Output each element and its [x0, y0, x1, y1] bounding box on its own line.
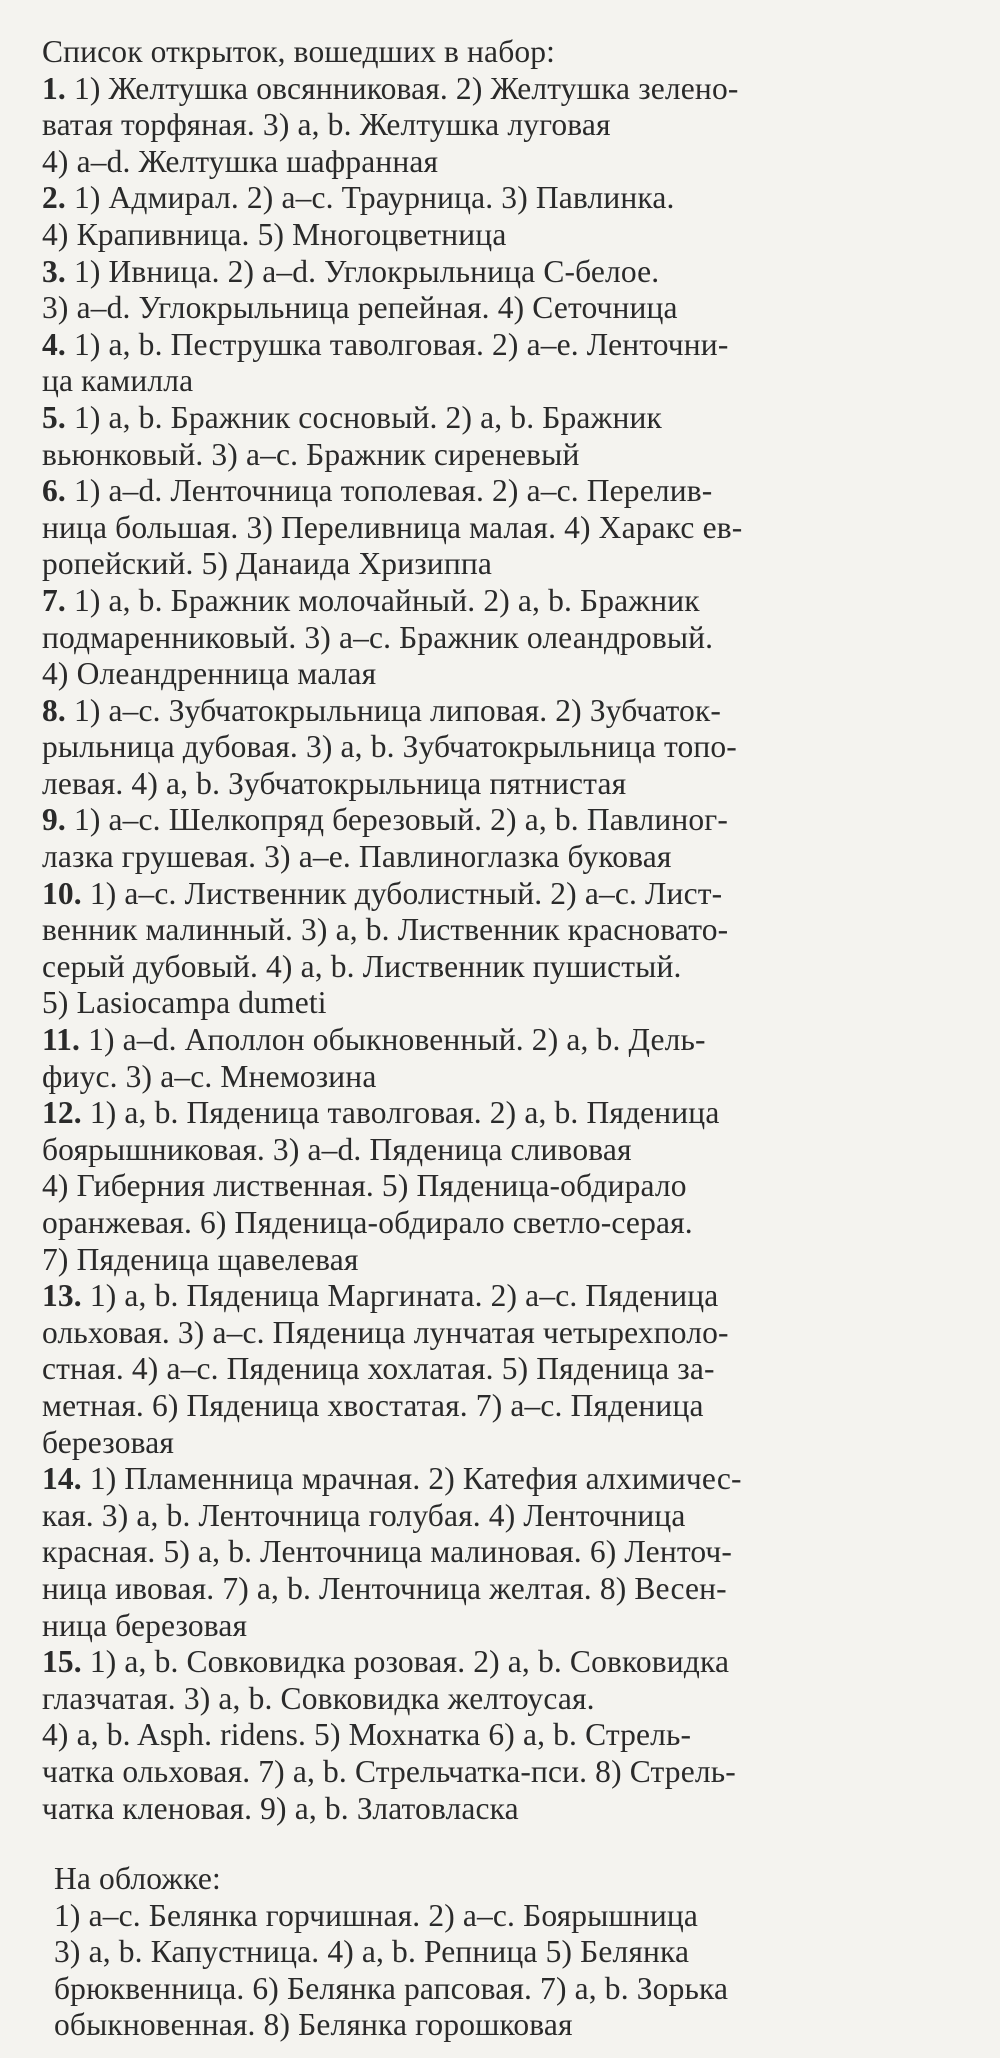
list-line [42, 1022, 970, 1059]
list-line [42, 656, 970, 693]
entry-number: 3. [42, 253, 66, 289]
entry-text: 1) Адмирал. 2) a–c. Траурница. 3) Павлинка. [73, 180, 675, 216]
postcard-list [42, 71, 970, 1828]
entry-text: 1) a, b. Пеструшка таволговая. 2) a–e. Ленточни- [73, 326, 729, 362]
entry-text: фиус. 3) a–c. Мнемозина [42, 1058, 377, 1094]
entry-text: ница ивовая. 7) a, b. Ленточница желтая. 8) Весен- [42, 1570, 727, 1606]
list-line [42, 290, 970, 327]
cover-list [54, 1898, 970, 2044]
entry-number: 10. [42, 875, 82, 911]
entry-text: 1) a, b. Бражник сосновый. 2) a, b. Бражник [73, 399, 662, 435]
entry-text: 1) Пламенница мрачная. 2) Катефия алхимичес- [89, 1461, 742, 1497]
entry-number: 4. [42, 326, 66, 362]
entry-text: 1) a–c. Шелкопряд березовый. 2) a, b. Павлиног- [73, 802, 728, 838]
cover-line: 3) a, b. Капустница. 4) a, b. Репница 5) Белянка [54, 1934, 690, 1970]
list-line [42, 107, 970, 144]
entry-text: ропейский. 5) Данаида Хризиппа [42, 546, 492, 582]
entry-text: 1) a, b. Пяденица Маргината. 2) a–c. Пяденица [89, 1278, 719, 1314]
list-line [42, 766, 970, 803]
list-line [42, 1425, 970, 1462]
entry-text: 7) Пяденица щавелевая [42, 1241, 359, 1277]
entry-number: 2. [42, 180, 66, 216]
entry-text: кая. 3) a, b. Ленточница голубая. 4) Ленточница [42, 1497, 686, 1533]
list-line [42, 400, 970, 437]
entry-number: 7. [42, 582, 66, 618]
list-line [42, 473, 970, 510]
list-line [42, 1242, 970, 1279]
list-line [42, 1351, 970, 1388]
list-line [42, 1205, 970, 1242]
entry-text: метная. 6) Пяденица хвостатая. 7) a–c. Пяденица [42, 1387, 704, 1423]
entry-number: 5. [42, 399, 66, 435]
entry-text: березовая [42, 1424, 174, 1460]
entry-number: 1. [42, 70, 66, 106]
entry-text: лазка грушевая. 3) a–e. Павлиноглазка буковая [42, 839, 672, 875]
entry-number: 6. [42, 473, 66, 509]
cover-heading: На обложке: [54, 1861, 221, 1897]
entry-text: подмаренниковый. 3) a–c. Бражник олеандровый. [42, 619, 714, 655]
list-line [42, 912, 970, 949]
list-line [42, 1571, 970, 1608]
cover-line: брюквенница. 6) Белянка рапсовая. 7) a, b. Зорька [54, 1970, 729, 2006]
entry-text: ница большая. 3) Переливница малая. 4) Харакс ев- [42, 509, 743, 545]
entry-text: стная. 4) a–c. Пяденица хохлатая. 5) Пяденица за- [42, 1351, 715, 1387]
entry-text: глазчатая. 3) a, b. Совковидка желтоусая. [42, 1680, 595, 1716]
list-line [42, 1791, 970, 1828]
entry-number: 11. [42, 1022, 81, 1058]
entry-text: 4) Гиберния лиственная. 5) Пяденица-обдирало [42, 1168, 687, 1204]
entry-text: 4) Олеандренница малая [42, 656, 377, 692]
entry-text: рыльница дубовая. 3) a, b. Зубчатокрыльница топо- [42, 729, 737, 765]
list-line [42, 1168, 970, 1205]
entry-text: чатка кленовая. 9) a, b. Златовласка [42, 1790, 519, 1826]
list-line [42, 1315, 970, 1352]
entry-text: 1) a, b. Пяденица таволговая. 2) a, b. Пяденица [89, 1095, 720, 1131]
cover-line: обыкновенная. 8) Белянка горошковая [54, 2007, 573, 2043]
entry-text: 1) Ивница. 2) a–d. Углокрыльница С-белое. [73, 253, 660, 289]
list-line [42, 1498, 970, 1535]
entry-number: 12. [42, 1095, 82, 1131]
list-line [42, 1534, 970, 1571]
entry-text: ольховая. 3) a–c. Пяденица лунчатая четырехполо- [42, 1314, 729, 1350]
entry-text: 1) a–c. Зубчатокрыльница липовая. 2) Зубчаток- [73, 692, 722, 728]
list-line [42, 1608, 970, 1645]
list-line [42, 437, 970, 474]
entry-text: ца камилла [42, 363, 194, 399]
list-line [42, 327, 970, 364]
entry-number: 9. [42, 802, 66, 838]
entry-text: 1) a–d. Аполлон обыкновенный. 2) a, b. Дель- [88, 1022, 706, 1058]
entry-number: 15. [42, 1644, 82, 1680]
entry-text: оранжевая. 6) Пяденица-обдирало светло-серая. [42, 1205, 693, 1240]
list-line [42, 1754, 970, 1791]
entry-number: 14. [42, 1461, 82, 1497]
list-line [42, 1644, 970, 1681]
entry-text: 4) a–d. Желтушка шафранная [42, 143, 439, 179]
list-line [42, 693, 970, 730]
list-line [42, 1095, 970, 1132]
list-line [42, 729, 970, 766]
list-line [42, 546, 970, 583]
cover-line: 1) a–c. Белянка горчишная. 2) a–c. Боярышница [54, 1897, 699, 1933]
entry-text: левая. 4) a, b. Зубчатокрыльница пятнистая [42, 765, 627, 801]
entry-text: 4) Крапивница. 5) Многоцветница [42, 216, 507, 252]
entry-text: 1) a, b. Совковидка розовая. 2) a, b. Совковидка [89, 1644, 730, 1680]
list-line [42, 583, 970, 620]
entry-text: 1) Желтушка овсянниковая. 2) Желтушка зелено- [73, 70, 739, 106]
list-line [42, 363, 970, 400]
entry-text: 4) a, b. Asph. ridens. 5) Мохнатка 6) a, b. Стрель- [42, 1717, 692, 1753]
cover-section [42, 1861, 970, 2044]
list-line [42, 1388, 970, 1425]
entry-text: ватая торфяная. 3) a, b. Желтушка луговая [42, 107, 611, 143]
entry-text: 1) a–d. Ленточница тополевая. 2) a–c. Перелив- [73, 473, 713, 509]
list-line [42, 949, 970, 986]
entry-text: 5) Lasiocampa dumeti [42, 985, 327, 1021]
entry-text: венник малинный. 3) a, b. Лиственник красновато- [42, 912, 729, 948]
list-line [42, 802, 970, 839]
list-line [42, 1059, 970, 1096]
list-line [42, 144, 970, 181]
list-line [42, 876, 970, 913]
list-heading: Список открыток, вошедших в набор: [42, 34, 556, 69]
list-line [42, 839, 970, 876]
list-line [42, 1278, 970, 1315]
entry-text: красная. 5) a, b. Ленточница малиновая. 6) Ленточ- [42, 1534, 733, 1570]
entry-text: серый дубовый. 4) a, b. Лиственник пушистый. [42, 948, 682, 984]
list-line [42, 71, 970, 108]
entry-text: вьюнковый. 3) a–c. Бражник сиреневый [42, 436, 580, 472]
list-line [42, 510, 970, 547]
list-line [42, 217, 970, 254]
entry-text: 1) a, b. Бражник молочайный. 2) a, b. Бражник [73, 582, 700, 618]
entry-number: 13. [42, 1278, 82, 1314]
list-line [42, 620, 970, 657]
entry-text: боярышниковая. 3) a–d. Пяденица сливовая [42, 1131, 632, 1167]
list-line [42, 180, 970, 217]
list-line [42, 985, 970, 1022]
entry-text: 3) a–d. Углокрыльница репейная. 4) Сеточница [42, 290, 678, 326]
entry-text: ница березовая [42, 1607, 248, 1643]
entry-number: 8. [42, 692, 66, 728]
entry-text: чатка ольховая. 7) a, b. Стрельчатка-пси. 8) Стрель- [42, 1753, 736, 1789]
entry-text: 1) a–c. Лиственник дуболистный. 2) a–c. Лист- [89, 875, 723, 911]
list-line [42, 1132, 970, 1169]
list-line [42, 1717, 970, 1754]
list-line [42, 254, 970, 291]
list-line [42, 1461, 970, 1498]
list-line [42, 1681, 970, 1718]
